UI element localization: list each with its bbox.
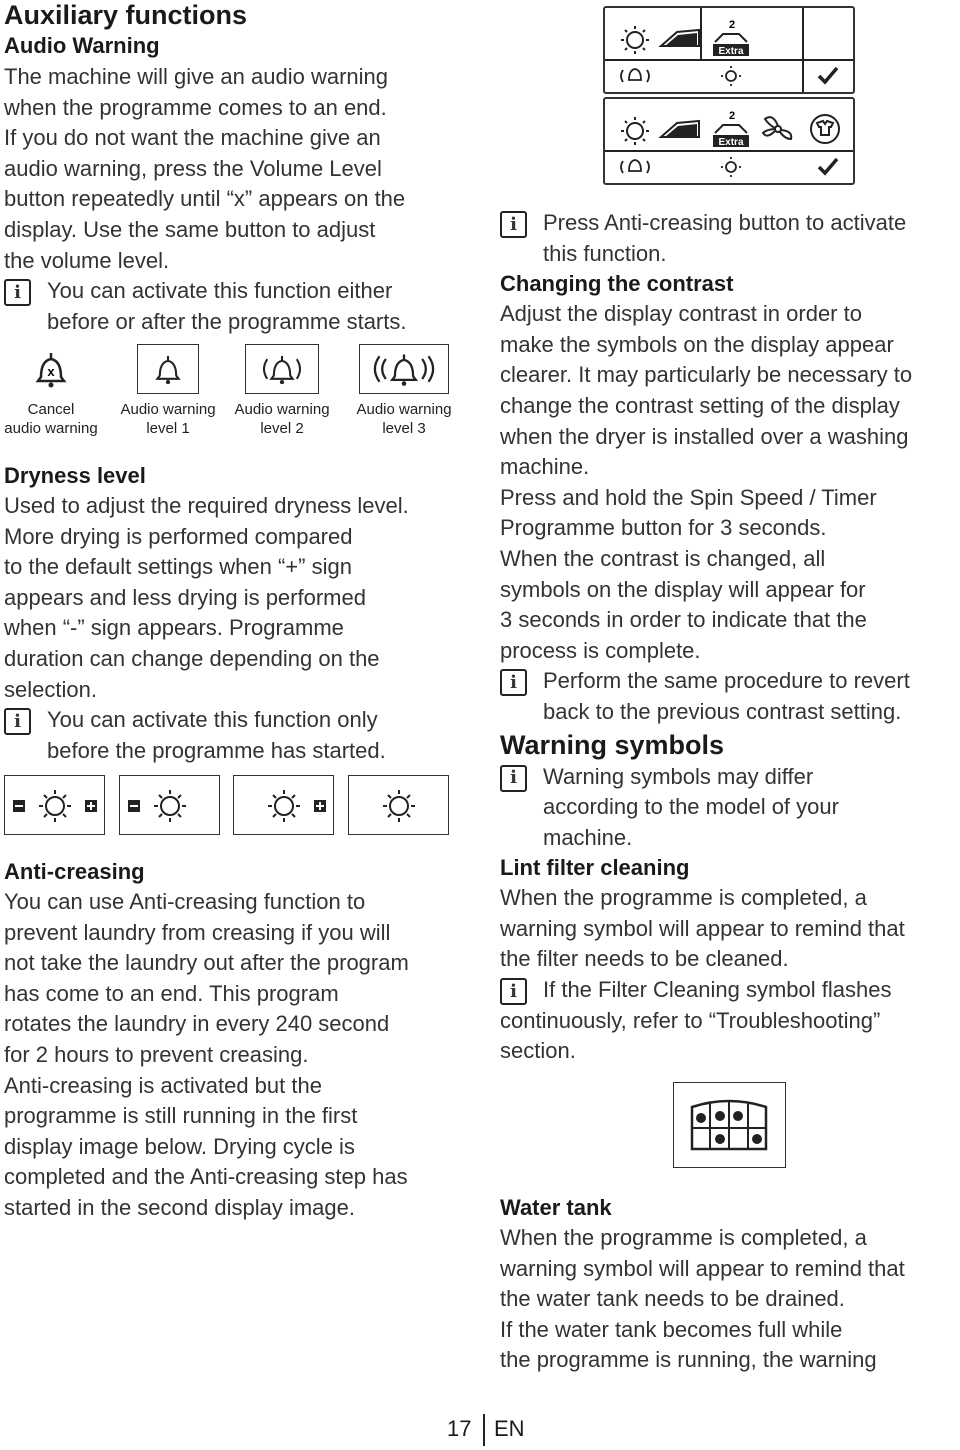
text-line: Used to adjust the required dryness level. [4,493,409,518]
text-line: When the contrast is changed, all [500,545,826,571]
bell-icon [137,344,199,394]
text-line: the filter needs to be cleaned. [500,946,789,972]
text-line: button repeatedly until “x” appears on the [4,186,406,212]
contrast-heading: Changing the contrast [500,271,734,297]
dryness-less-plus-box [4,775,105,835]
section-title: Auxiliary functions [4,0,248,30]
level-label-line: level 2 [260,420,304,437]
text-line: when the programme comes to an end. [4,94,387,120]
text-line: Programme button for 3 seconds. [500,515,827,541]
info-note [4,705,474,766]
note-line: back to the previous contrast setting. [543,698,902,724]
note-line: machine. [543,824,633,850]
note-line: this function. [543,240,667,266]
water-tank-section [500,1193,958,1376]
text-line: Anti-creasing is activated but the [4,1072,322,1098]
note-line: You can activate this function either [47,278,393,304]
text-line: audio warning, press the Volume Level [4,155,382,181]
audio-level-1 [118,344,218,438]
info-note [500,208,958,269]
bell-icon [359,344,449,394]
info-note [4,276,474,337]
text-line: completed and the Anti-creasing step has [4,1164,408,1190]
text-line: for 2 hours to prevent creasing. [4,1041,309,1067]
dryness-heading: Dryness level [4,463,146,488]
lint-filter-symbol [673,1082,786,1168]
level-label [354,400,454,438]
text-line: warning symbol will appear to remind that [500,915,905,941]
note-line: You can activate this function only [47,707,378,733]
text-line: duration can change depending on the [4,645,380,671]
text-line: machine. [500,454,590,480]
text-line: More drying is performed compared [4,523,353,549]
text-line: the programme is running, the warning [500,1347,877,1373]
dryness-section [4,461,474,766]
text-line: Adjust the display contrast in order to [500,301,862,327]
text-line: change the contrast setting of the display [500,392,900,418]
anti-creasing-heading: Anti-creasing [4,859,145,884]
svg-text:x: x [47,364,55,379]
text-line: prevent laundry from creasing if you will [4,919,391,945]
text-line: section. [500,1038,576,1064]
note-line: before or after the programme starts. [47,308,407,334]
level-label-line: audio warning [4,420,98,437]
audio-level-3 [354,344,454,438]
text-line: 3 seconds in order to indicate that the [500,607,867,633]
text-line: the volume level. [4,247,170,273]
audio-warning-heading: Audio Warning [4,33,160,58]
audio-level-icons [4,344,474,444]
page-number: 17 [447,1416,472,1441]
level-label [118,400,218,438]
info-icon: i [4,279,31,306]
text-line: If you do not want the machine give an [4,125,381,151]
audio-level-cancel [0,344,102,438]
lint-filter-heading: Lint filter cleaning [500,855,690,881]
info-icon: i [500,669,527,696]
extra-label: Extra [718,137,744,148]
note-line: Warning symbols may differ [543,763,814,789]
text-line: appears and less drying is performed [4,584,366,610]
text-line: When the programme is completed, a [500,1225,867,1250]
text-line: process is complete. [500,637,701,663]
text-line: When the programme is completed, a [500,885,867,911]
note-line: Press Anti-creasing button to activate [543,210,907,235]
note-line: according to the model of your [543,794,839,820]
level-label-line: level 3 [382,420,426,437]
level-label-line: level 1 [146,420,190,437]
text-line: symbols on the display will appear for [500,576,866,602]
text-line: display image below. Drying cycle is [4,1133,355,1159]
extra-label: Extra [718,46,744,57]
page-footer [440,1416,540,1446]
text-line: make the symbols on the display appear [500,331,894,357]
bell-icon [245,344,319,394]
water-tank-heading: Water tank [500,1195,612,1220]
text-line: to the default settings when “+” sign [4,554,352,580]
info-icon: i [500,211,527,238]
dryness-less-box [119,775,220,835]
level-label [232,400,332,438]
note-line: Perform the same procedure to revert [543,668,910,694]
text-line: If the water tank becomes full while [500,1316,843,1342]
text-line: when “-” sign appears. Programme [4,615,344,641]
info-note [500,975,958,1006]
level-label-line: Audio warning [234,401,330,418]
text-line: not take the laundry out after the program [4,950,409,976]
text-line: selection. [4,676,97,702]
text-line: programme is still running in the first [4,1103,358,1129]
text-line: Press and hold the Spin Speed / Timer [500,484,877,510]
bell-cancel-icon [20,344,82,394]
info-icon: i [4,708,31,735]
right-column [500,208,958,1067]
audio-level-2 [232,344,332,438]
level-label-line: Audio warning [356,401,452,418]
display-image-2 [603,97,855,185]
audio-warning-text [4,62,474,337]
display-image-1 [603,6,855,94]
dryness-more-box [233,775,334,835]
dryness-level-icons [4,775,464,837]
dryness-default-box [348,775,449,835]
level-label-line: Audio warning [120,401,216,418]
text-line: started in the second display image. [4,1194,355,1220]
text-line: the water tank needs to be drained. [500,1286,845,1312]
page-title [4,0,247,62]
text-line: The machine will give an audio warning [4,64,388,89]
text-line: rotates the laundry in every 240 second [4,1011,390,1037]
text-line: has come to an end. This program [4,980,339,1006]
warning-symbols-heading: Warning symbols [500,729,725,760]
level-label [0,400,102,438]
footer-divider [483,1414,485,1446]
text-line: when the dryer is installed over a washing [500,423,909,449]
info-note [500,762,958,854]
level-label-line: Cancel [27,401,75,418]
anti-creasing-section [4,857,474,1224]
text-line: warning symbol will appear to remind that [500,1255,905,1281]
info-note [500,666,958,727]
info-icon: i [500,765,527,792]
note-line: If the Filter Cleaning symbol flashes [543,977,892,1003]
note-line: before the programme has started. [47,737,386,763]
text-line: You can use Anti-creasing function to [4,889,366,914]
info-icon: i [500,978,527,1005]
svg-text:2: 2 [729,19,736,31]
text-line: display. Use the same button to adjust [4,216,376,242]
language-code: EN [494,1416,525,1441]
text-line: clearer. It may particularly be necessary to [500,362,913,388]
text-line: continuously, refer to “Troubleshooting” [500,1007,881,1033]
svg-text:2: 2 [729,110,736,122]
